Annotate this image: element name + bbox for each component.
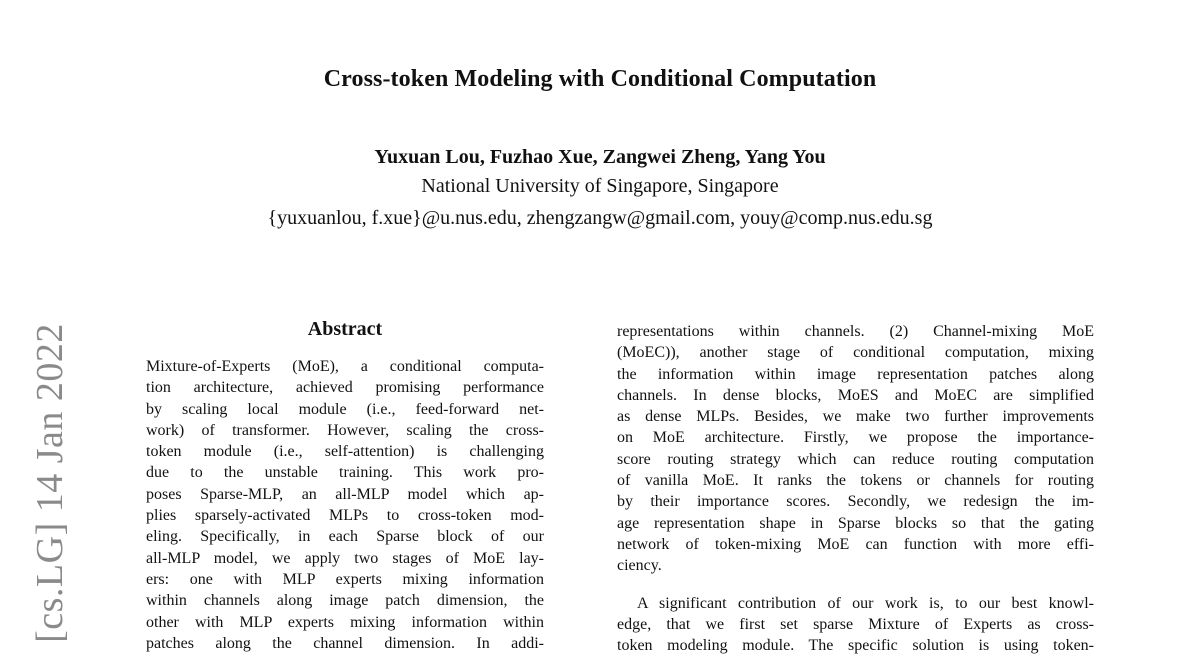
abstract-body xyxy=(146,356,544,654)
author-emails: {yuxuanlou, f.xue}@u.nus.edu, zhengzangw@gmail.com, youy@comp.nus.edu.sg xyxy=(267,207,933,229)
text-line: score routing strategy which can reduce routing computation xyxy=(617,450,1094,468)
text-line: on MoE architecture. Firstly, we propose the importance- xyxy=(617,429,1094,447)
text-line: token modeling module. The specific solution is using token- xyxy=(617,637,1094,655)
arxiv-stamp: [cs.LG] 14 Jan 2022 xyxy=(29,323,71,643)
text-line: token module (i.e., self-attention) is challenging xyxy=(146,443,544,461)
paragraph xyxy=(617,593,1094,656)
text-line: work) of transformer. However, scaling the cross- xyxy=(146,421,544,439)
text-line: poses Sparse-MLP, an all-MLP model which ap- xyxy=(146,485,544,503)
text-line: patches along the channel dimension. In addi- xyxy=(146,634,544,652)
text-line: the information within image representation patches along xyxy=(617,365,1094,383)
text-line: network of token-mixing MoE can function with more effi- xyxy=(617,535,1094,553)
text-line: all-MLP model, we apply two stages of MoE lay- xyxy=(146,549,544,567)
body-column-right xyxy=(617,321,1094,656)
text-line: representations within channels. (2) Channel-mixing MoE xyxy=(617,323,1094,340)
text-line: Mixture-of-Experts (MoE), a conditional computa- xyxy=(146,358,544,375)
text-line: channels. In dense blocks, MoES and MoEC are simplified xyxy=(617,386,1094,404)
text-line: eling. Specifically, in each Sparse block of our xyxy=(146,528,544,546)
text-line: (MoEC)), another stage of conditional computation, mixing xyxy=(617,344,1094,362)
paper-title: Cross-token Modeling with Conditional Computation xyxy=(323,66,877,92)
text-line: plies sparsely-activated MLPs to cross-token mod- xyxy=(146,507,544,525)
text-line: of vanilla MoE. It ranks the tokens or channels for routing xyxy=(617,472,1094,490)
text-line: due to the unstable training. This work pro- xyxy=(146,464,544,482)
text-line: by their importance scores. Secondly, we redesign the im- xyxy=(617,493,1094,511)
text-line: ciency. xyxy=(617,557,662,575)
text-line: tion architecture, achieved promising performance xyxy=(146,379,544,397)
affiliation: National University of Singapore, Singapore xyxy=(421,175,779,197)
text-line: within channels along image patch dimension, the xyxy=(146,592,544,610)
text-line: A significant contribution of our work is, to our best knowl- xyxy=(637,594,1094,612)
text-line: ers: one with MLP experts mixing information xyxy=(146,570,544,588)
text-line: other with MLP experts mixing information within xyxy=(146,613,544,631)
text-line: as dense MLPs. Besides, we make two further improvements xyxy=(617,408,1094,426)
author-list: Yuxuan Lou, Fuzhao Xue, Zangwei Zheng, Yang You xyxy=(374,146,826,168)
abstract-heading: Abstract xyxy=(307,318,383,340)
text-line: by scaling local module (i.e., feed-forward net- xyxy=(146,400,544,418)
text-line: edge, that we first set sparse Mixture of Experts as cross- xyxy=(617,615,1094,633)
text-line: age representation shape in Sparse blocks so that the gating xyxy=(617,514,1094,532)
